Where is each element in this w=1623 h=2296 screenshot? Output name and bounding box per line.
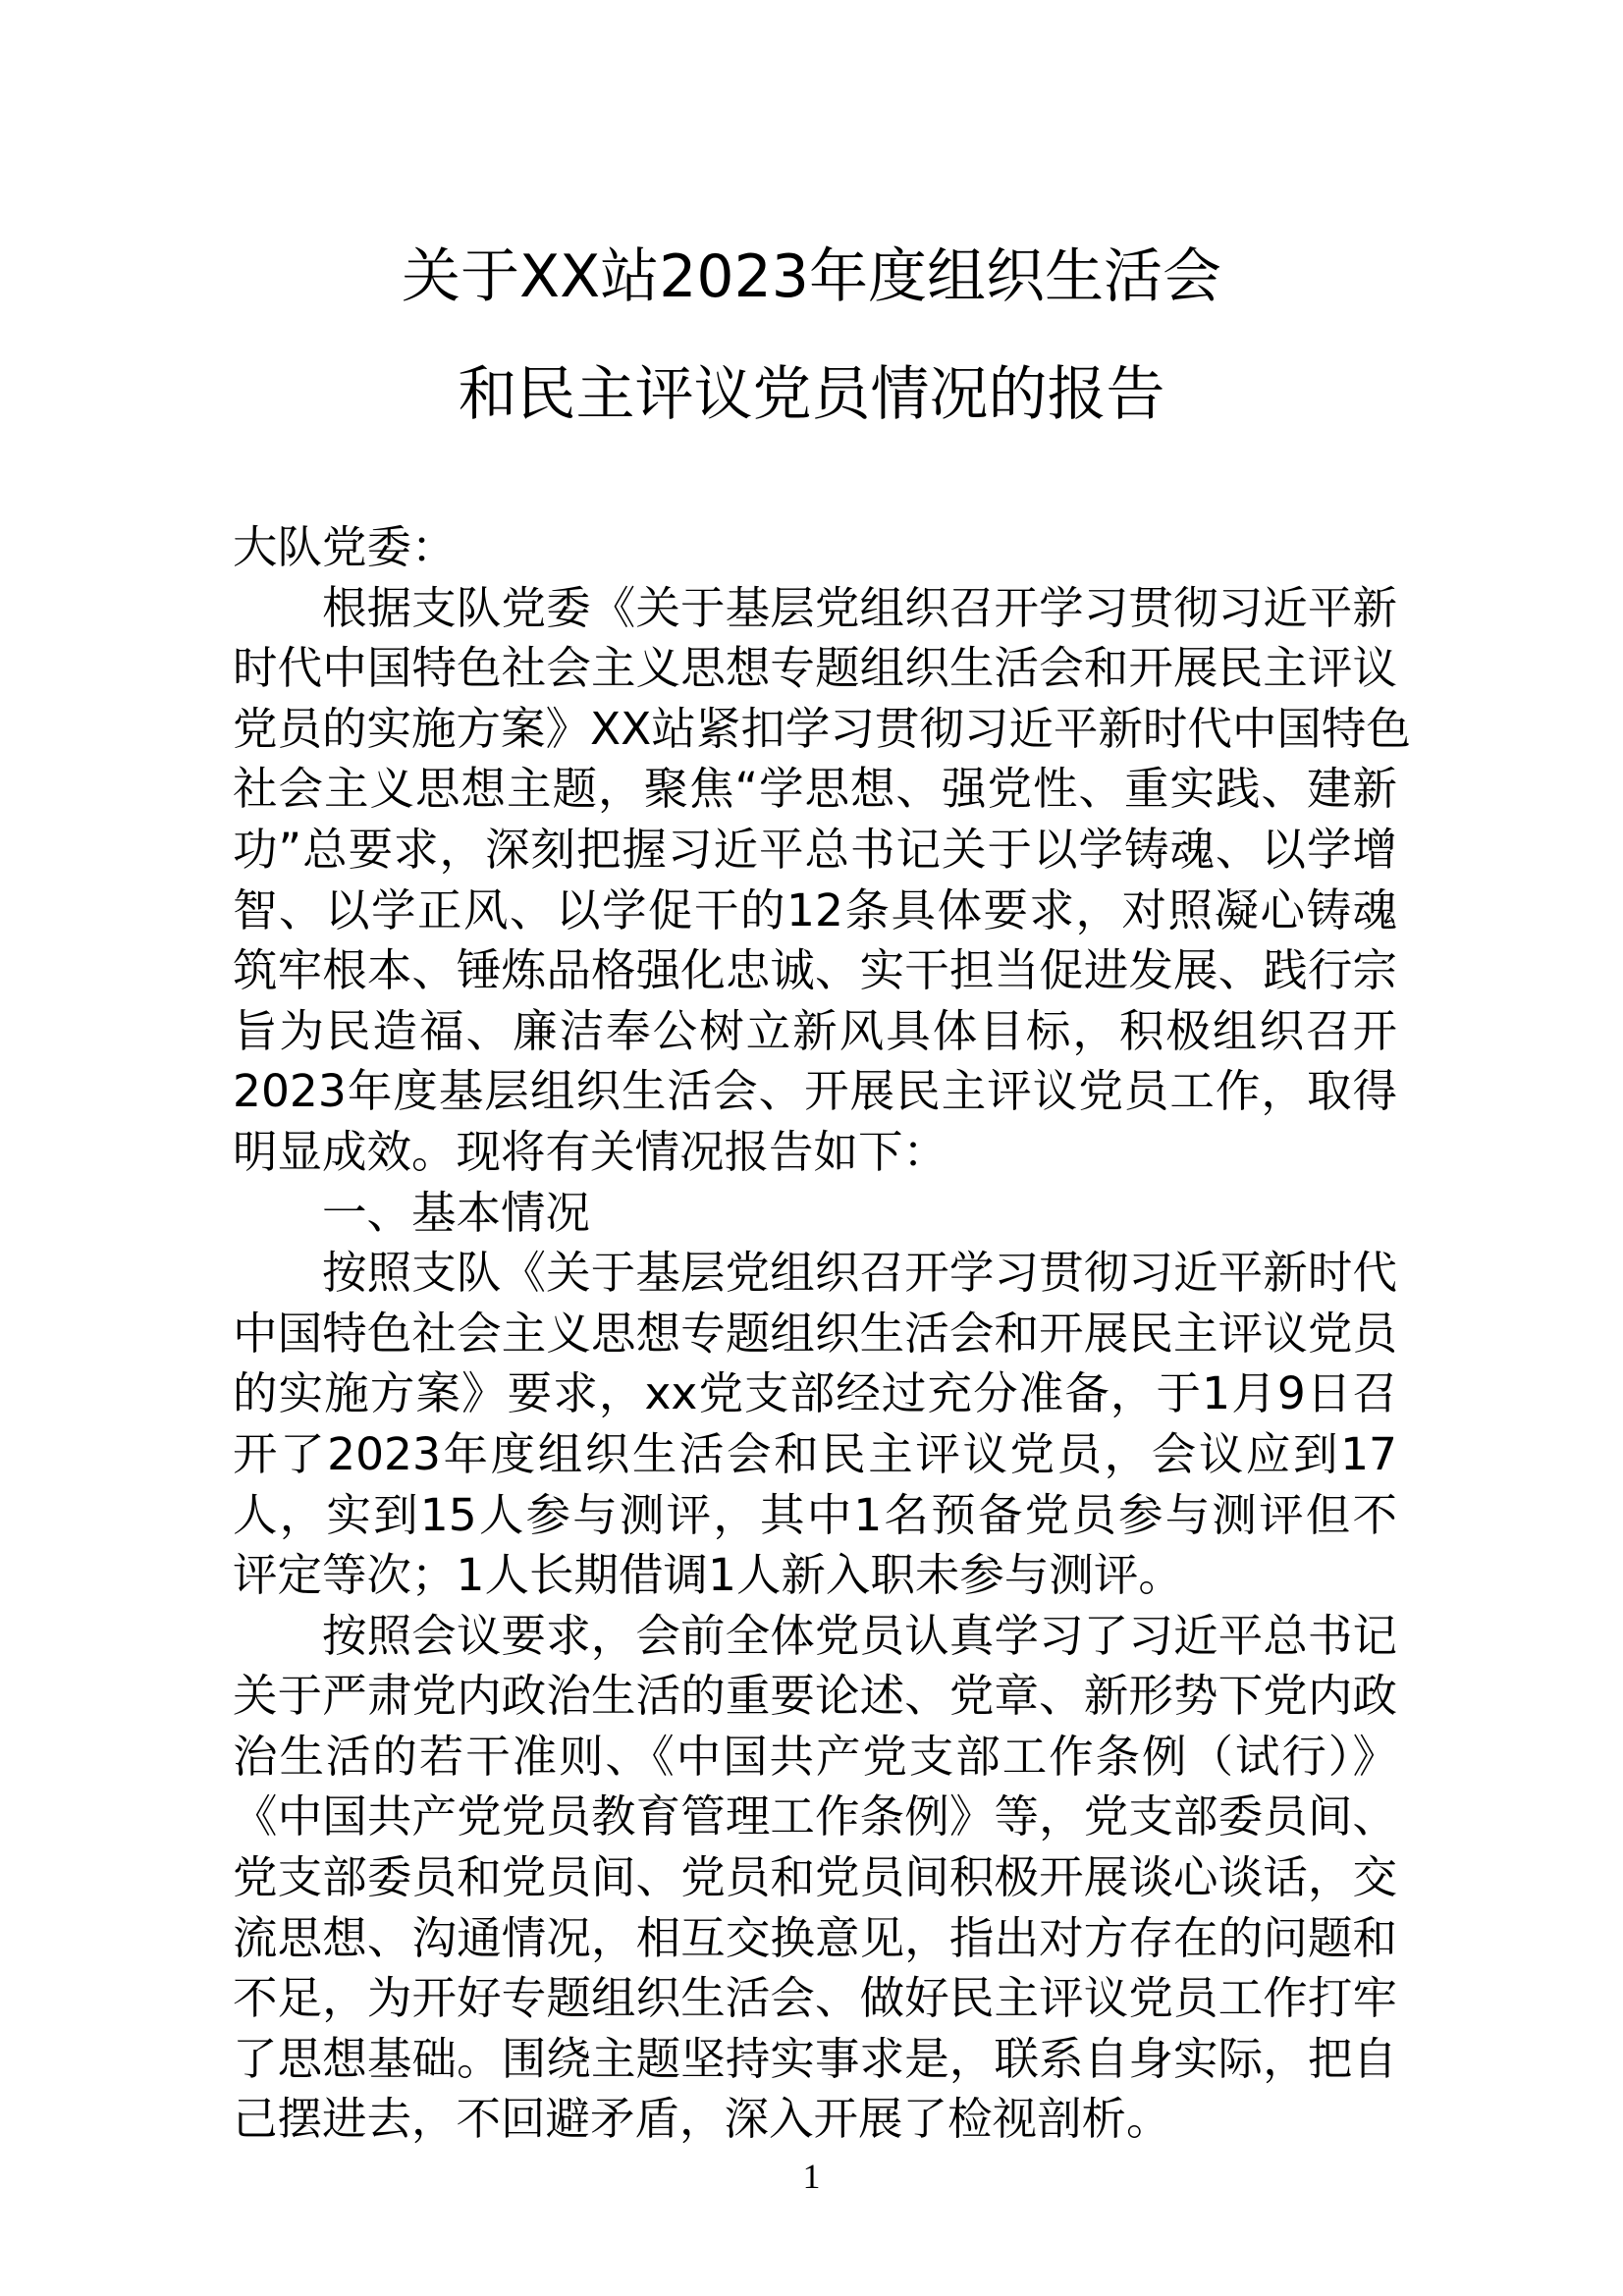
body-text-line: 智、以学正风、以学促干的12条具体要求，对照凝心铸魂 xyxy=(233,883,1397,936)
body-text-line: 明显成效。现将有关情况报告如下： xyxy=(233,1125,948,1178)
document-body xyxy=(233,517,1411,2150)
document-title-line-2: 和民主评议党员情况的报告 xyxy=(458,360,1165,429)
body-text-line: 党支部委员和党员间、党员和党员间积极开展谈心谈话，交 xyxy=(233,1851,1397,1904)
body-text-line: 己摆进去，不回避矛盾，深入开展了检视剖析。 xyxy=(233,2093,1171,2146)
body-text-line: 大队党委： xyxy=(233,521,457,573)
body-text-line: 流思想、沟通情况，相互交换意见，指出对方存在的问题和 xyxy=(233,1911,1397,1964)
body-text-line: 一、基本情况 xyxy=(322,1186,591,1239)
body-text-line: 2023年度基层组织生活会、开展民主评议党员工作，取得 xyxy=(233,1065,1397,1118)
body-text-line: 时代中国特色社会主义思想专题组织生活会和开展民主评议 xyxy=(233,642,1397,695)
body-text-line: 中国特色社会主义思想专题组织生活会和开展民主评议党员 xyxy=(233,1307,1397,1360)
body-text-line: 旨为民造福、廉洁奉公树立新风具体目标，积极组织召开 xyxy=(233,1004,1397,1057)
body-text-line: 不足，为开好专题组织生活会、做好民主评议党员工作打牢 xyxy=(233,1972,1397,2025)
page-number: 1 xyxy=(802,2157,821,2196)
body-text-line: 《中国共产党党员教育管理工作条例》等，党支部委员间、 xyxy=(233,1790,1397,1843)
body-text-line: 开了2023年度组织生活会和民主评议党员，会议应到17 xyxy=(233,1427,1397,1480)
body-text-line: 了思想基础。围绕主题坚持实事求是，联系自身实际，把自 xyxy=(233,2032,1397,2085)
body-text-line: 评定等次；1人长期借调1人新入职未参与测评。 xyxy=(233,1549,1183,1602)
body-text-line: 关于严肃党内政治生活的重要论述、党章、新形势下党内政 xyxy=(233,1670,1397,1723)
body-text-line: 党员的实施方案》XX站紧扣学习贯彻习近平新时代中国特色 xyxy=(233,702,1411,755)
body-text-line: 按照会议要求，会前全体党员认真学习了习近平总书记 xyxy=(322,1609,1397,1662)
body-text-line: 的实施方案》要求，xx党支部经过充分准备，于1月9日召 xyxy=(233,1367,1397,1420)
body-text-line: 根据支队党委《关于基层党组织召开学习贯彻习近平新 xyxy=(322,581,1397,634)
document-title-line-1: 关于XX站2023年度组织生活会 xyxy=(402,242,1221,311)
body-text-line: 功”总要求，深刻把握习近平总书记关于以学铸魂、以学增 xyxy=(233,823,1397,876)
body-text-line: 按照支队《关于基层党组织召开学习贯彻习近平新时代 xyxy=(322,1247,1397,1300)
body-text-line: 筑牢根本、锤炼品格强化忠诚、实干担当促进发展、践行宗 xyxy=(233,944,1397,997)
body-text-line: 人，实到15人参与测评，其中1名预备党员参与测评但不 xyxy=(233,1488,1397,1541)
body-text-line: 社会主义思想主题，聚焦“学思想、强党性、重实践、建新 xyxy=(233,763,1397,816)
body-text-line: 治生活的若干准则、《中国共产党支部工作条例（试行）》 xyxy=(233,1730,1397,1783)
